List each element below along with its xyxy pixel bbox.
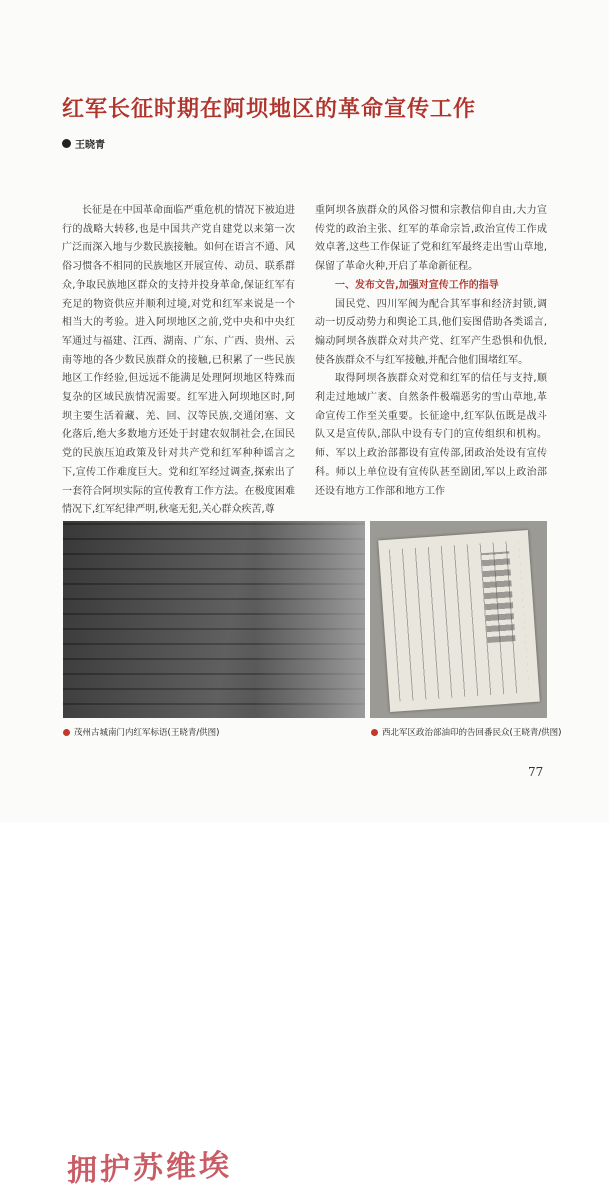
caption-bullet-icon bbox=[63, 729, 70, 736]
page-number: 77 bbox=[528, 765, 544, 779]
caption-text: 茂州古城南门内红军标语(王晓青/供图) bbox=[74, 728, 220, 738]
body-paragraph: 取得阿坝各族群众对党和红军的信任与支持,顺利走过地域广袤、自然条件极端恶劣的雪山草地,革命宣传工作至关重要。长征途中,红军队伍既是战斗队又是宣传队,部队中设有专门的宣传组织和机构。师、军以上政治部都设有宣传部,团政治处设有宣传科。师以上单位设有宣传队甚至剧团,军以上政治部还设有地方工作部和地方工作 bbox=[315, 373, 547, 497]
figure-caption-left bbox=[63, 726, 220, 738]
wall-slogan-text: 拥护苏维埃 bbox=[67, 1148, 232, 1189]
body-paragraph: 长征是在中国革命面临严重危机的情况下被迫进行的战略大转移,也是中国共产党自建党以来第一次广泛而深入地与少数民族接触。如何在语言不通、风俗习惯各不相同的民族地区开展宣传、动员、联系群众,争取民族地区群众的支持并投身革命,保证红军有充足的物资供应并顺利过境,对党和红军来说是一个相当大的考验。进入阿坝地区之前,党中央和中央红军通过与福建、江西、湖南、广东、广西、贵州、云南等地的各少数民族群众的接触,已积累了一些民族地区工作经验,但远远不能满足处理阿坝地区特殊而复杂的区域民族情况需要。红军进入阿坝地区时,阿坝主要生活着藏、羌、回、汉等民族,交通闭塞、文化落后,绝大多数地方还处于封建农奴制社会,在国民党的民族压迫政策及针对共产党和红军种种谣言之下,宣传工作难度巨大。党和红军经过调查,探索出了一套符合阿坝实际的宣传教育工作方法。在极度困难情况下,红军纪律严明,秋毫无犯,关心群众疾苦,尊 bbox=[62, 205, 295, 516]
photo-mimeographed-notice bbox=[370, 521, 547, 718]
photo-highlight bbox=[255, 521, 365, 718]
text-column-right bbox=[315, 202, 547, 501]
author-name: 王晓青 bbox=[75, 140, 105, 151]
section-heading: 一、发布文告,加强对宣传工作的指导 bbox=[335, 279, 499, 291]
article-title: 红军长征时期在阿坝地区的革命宣传工作 bbox=[62, 97, 477, 122]
caption-bullet-icon bbox=[371, 729, 378, 736]
body-paragraph-continued: 重阿坝各族群众的风俗习惯和宗教信仰自由,大力宣传党的政治主张、红军的革命宗旨,政治宣传工作成效卓著,这些工作保证了党和红军最终走出雪山草地,保留了革命火种,开启了革命新征程。 bbox=[315, 205, 547, 273]
text-column-left bbox=[62, 202, 295, 520]
body-paragraph: 国民党、四川军阀为配合其军事和经济封锁,调动一切反动势力和舆论工具,他们妄图借助各类谣言,煽动阿坝各族群众对共产党、红军产生恐惧和仇恨,使各族群众不与红军接触,并配合他们围堵红军。 bbox=[315, 298, 547, 366]
notice-paper bbox=[378, 530, 540, 712]
caption-text: 西北军区政治部油印的告回番民众(王晓青/供图) bbox=[382, 728, 562, 738]
bullet-icon bbox=[62, 139, 71, 148]
figure-caption-right bbox=[371, 726, 562, 738]
author-line bbox=[62, 136, 105, 151]
